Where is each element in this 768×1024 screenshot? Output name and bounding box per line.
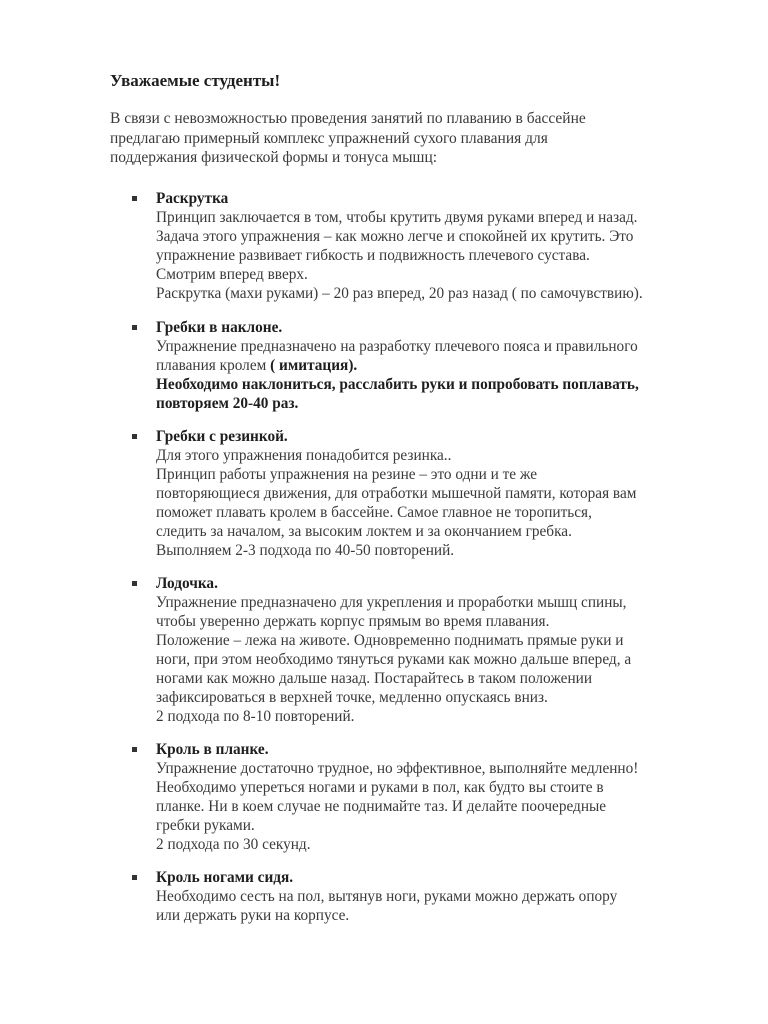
greeting-heading: Уважаемые студенты! [110,71,281,90]
exercise-title: Раскрутка [156,190,229,207]
exercise-line: Для этого упражнения понадобится резинка.. [156,447,452,464]
bullet-icon [132,196,137,201]
exercise-line: гребки руками. [156,817,255,834]
bullet-icon [132,325,137,330]
exercise-line: Выполняем 2-3 подхода по 40-50 повторений. [156,542,455,559]
intro-line: В связи с невозможностью проведения занятий по плаванию в бассейне [110,110,586,127]
bullet-icon [132,747,137,752]
exercise-line: поможет плавать кролем в бассейне. Самое главное не торопиться, [156,504,592,521]
intro-paragraph [110,109,710,168]
exercise-line: Необходимо упереться ногами и руками в пол, как будто вы стоите в [156,779,604,796]
exercise-body [156,574,756,726]
exercise-line: Упражнение предназначено для укрепления и проработки мышц спины, [156,594,627,611]
exercise-line: Принцип работы упражнения на резине – это одни и те же [156,466,538,483]
exercise-line: следить за началом, за высоким локтем и за окончанием гребка. [156,523,572,540]
exercise-line: Положение – лежа на животе. Одновременно поднимать прямые руки и [156,632,624,649]
exercise-line-emphasis: ( имитация). [270,357,358,374]
exercise-line-text: плавания кролем [156,357,271,374]
exercise-body [156,740,756,854]
exercise-line: или держать руки на корпусе. [156,907,350,924]
exercise-line: Смотрим вперед вверх. [156,266,308,283]
exercise-body [156,427,756,560]
exercise-line: повторяющиеся движения, для отработки мышечной памяти, которая вам [156,485,637,502]
bullet-icon [132,434,137,439]
bullet-icon [132,875,137,880]
exercise-line: упражнение развивает гибкость и подвижность плечевого сустава. [156,247,590,264]
exercise-line: чтобы уверенно держать корпус прямым во время плавания. [156,613,550,630]
exercise-line: Упражнение предназначено на разработку плечевого пояса и правильного [156,338,638,355]
exercise-line: 2 подхода по 30 секунд. [156,836,311,853]
exercise-line: Необходимо сесть на пол, вытянув ноги, руками можно держать опору [156,888,618,905]
exercise-body [156,868,756,925]
exercise-line-bold: повторяем 20-40 раз. [156,395,299,412]
exercise-body [156,189,756,303]
exercise-title: Лодочка. [156,575,218,592]
exercise-body [156,318,756,413]
exercise-line: 2 подхода по 8-10 повторений. [156,708,355,725]
exercise-line-bold: Необходимо наклониться, расслабить руки и попробовать поплавать, [156,376,639,393]
exercise-line: планке. Ни в коем случае не поднимайте таз. И делайте поочередные [156,798,607,815]
exercise-line [156,356,756,375]
exercise-line: зафиксироваться в верхней точке, медленно опускаясь вниз. [156,689,548,706]
exercise-line: ногами как можно дальше назад. Постарайтесь в таком положении [156,670,593,687]
exercise-title: Гребки в наклоне. [156,319,283,336]
exercise-line: Упражнение достаточно трудное, но эффективное, выполняйте медленно! [156,760,639,777]
exercise-line: Принцип заключается в том, чтобы крутить двумя руками вперед и назад. [156,209,638,226]
exercise-title: Гребки с резинкой. [156,428,288,445]
exercise-line: ноги, при этом необходимо тянуться руками как можно дальше вперед, а [156,651,632,668]
exercise-title: Кроль ногами сидя. [156,869,294,886]
exercise-line: Задача этого упражнения – как можно легче и спокойней их крутить. Это [156,228,634,245]
exercise-line: Раскрутка (махи руками) – 20 раз вперед, 20 раз назад ( по самочувствию). [156,285,643,302]
intro-line: поддержания физической формы и тонуса мышц: [110,149,438,166]
bullet-icon [132,581,137,586]
intro-line: предлагаю примерный комплекс упражнений сухого плавания для [110,129,548,147]
exercise-title: Кроль в планке. [156,741,269,758]
